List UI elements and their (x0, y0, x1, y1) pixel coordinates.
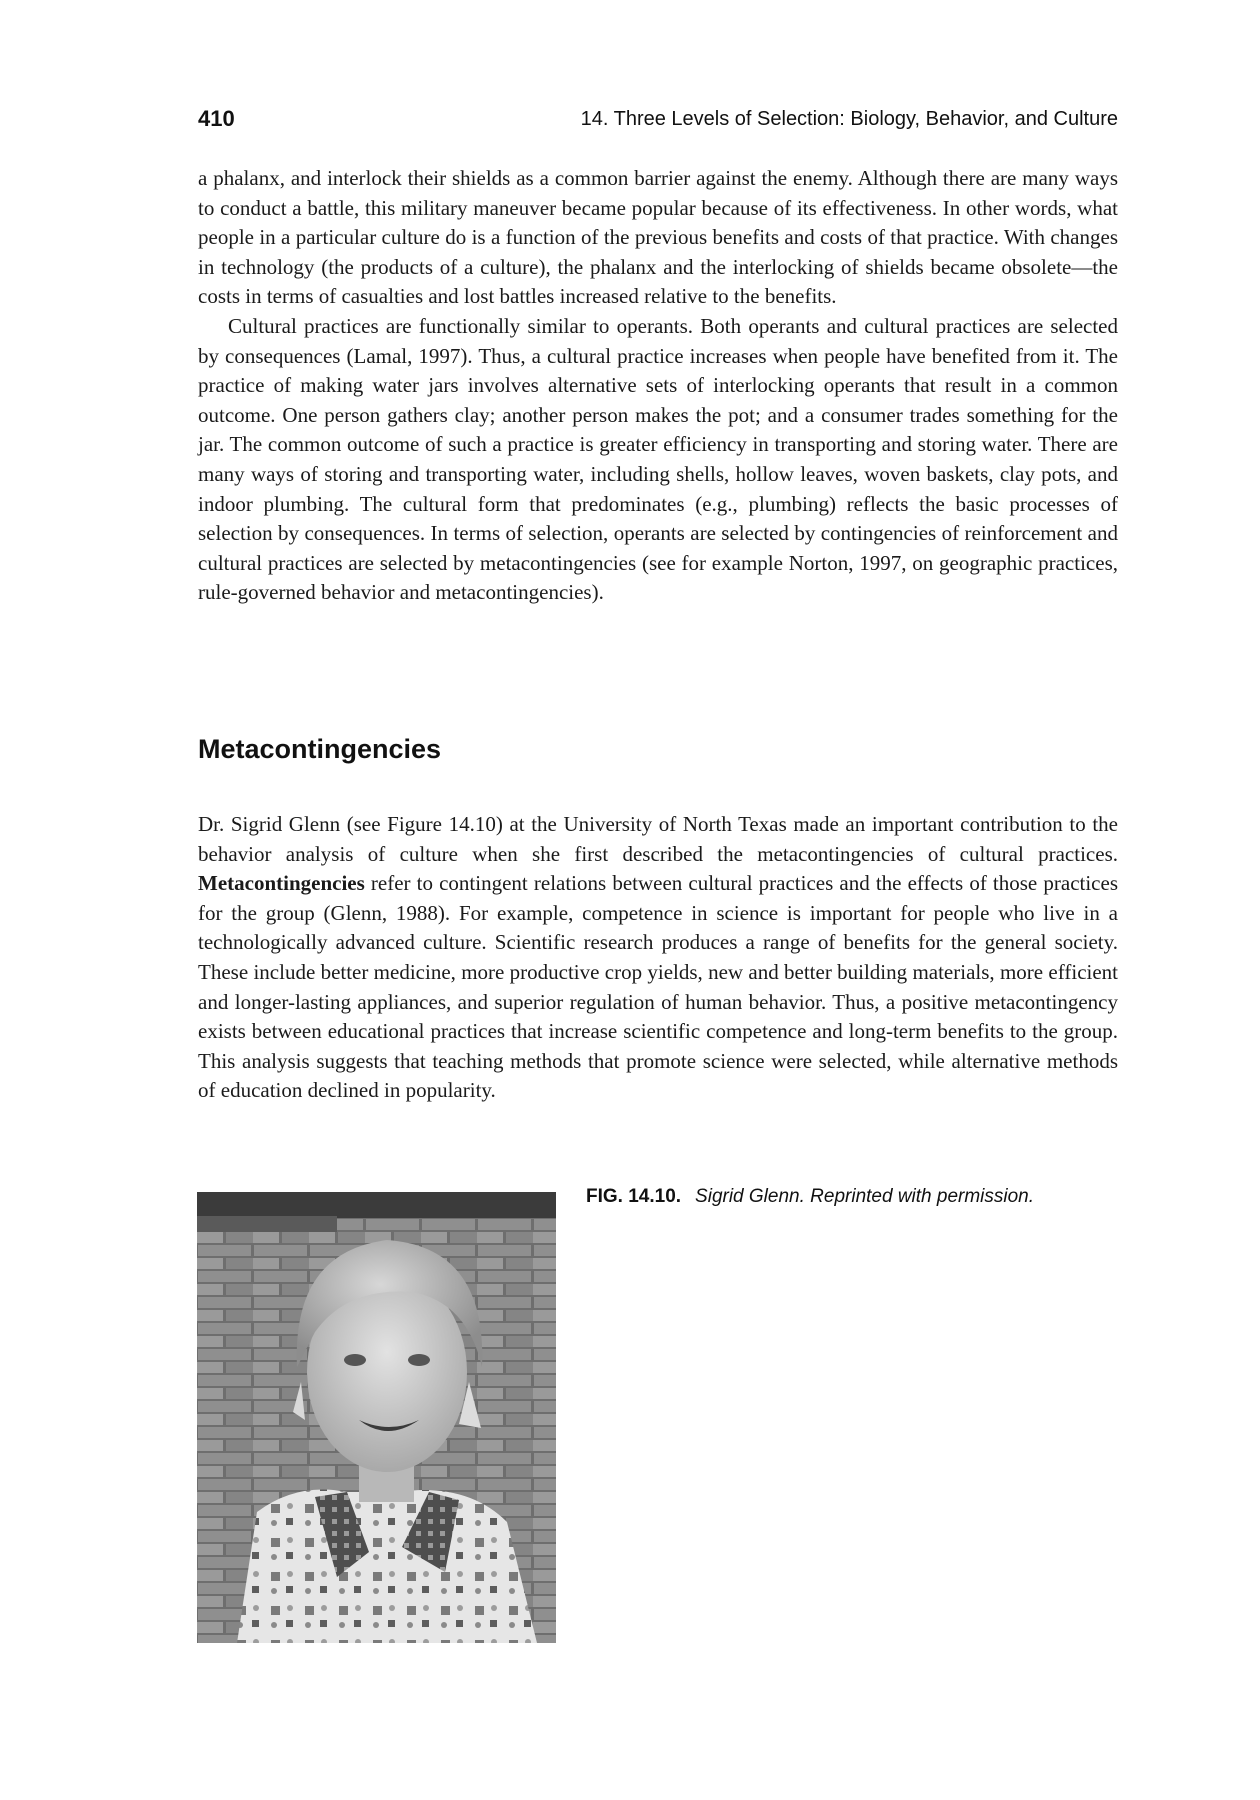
paragraph-metacontingencies (198, 810, 1118, 1106)
figure-photo-sigrid-glenn (197, 1192, 556, 1643)
paragraph-cultural-practices: Cultural practices are functionally similar to operants. Both operants and cultural practices are selected by consequences (Lamal, 1997). Thus, a cultural practice increases when people have benefited from it. The practice of making water jars involves alternative sets of interlocking operants that result in a common outcome. One person gathers clay; another person makes the pot; and a consumer trades something for the jar. The common outcome of such a practice is greater efficiency in transporting and storing water. There are many ways of storing and transporting water, including shells, hollow leaves, woven baskets, clay pots, and indoor plumbing. The cultural form that predominates (e.g., plumbing) reflects the basic processes of selection by consequences. In terms of selection, operants are selected by contingencies of reinforcement and cultural practices are selected by metacontingencies (see for example Norton, 1997, on geographic practices, rule-governed behavior and metacontingencies). (198, 313, 1118, 605)
paragraph-phalanx: a phalanx, and interlock their shields as a common barrier against the enemy. Although there are many ways to conduct a battle, this military maneuver became popular because of its effectiveness. In other words, what people in a particular culture do is a function of the previous benefits and costs of that practice. With changes in technology (the products of a culture), the phalanx and the interlocking of shields became obsolete—the costs in terms of casualties and lost battles increased relative to the benefits. (198, 166, 1118, 309)
body-text-top (198, 164, 1118, 608)
figure-caption-text: Sigrid Glenn. Reprinted with permission. (695, 1186, 1035, 1207)
page-number: 410 (198, 106, 235, 131)
paragraph-text-part1: Dr. Sigrid Glenn (see Figure 14.10) at the University of North Texas made an important contribution to the behavior analysis of culture when she first described the metacontingencies of cultural practices. (198, 812, 1118, 866)
section-heading: Metacontingencies (198, 734, 442, 764)
running-head: 14. Three Levels of Selection: Biology, Behavior, and Culture (580, 108, 1118, 130)
body-text-metacontingencies (198, 810, 1118, 1106)
figure-number: FIG. 14.10. (586, 1186, 682, 1207)
paragraph-text-part2: refer to contingent relations between cultural practices and the effects of those practices for the group (Glenn, 1988). For example, competence in science is important for people who live in a technologically advanced culture. Scientific research produces a range of benefits for the general society. These include better medicine, more productive crop yields, new and better building materials, more efficient and longer-lasting appliances, and superior regulation of human behavior. Thus, a positive metacontingency exists between educational practices that increase scientific competence and long-term benefits to the group. This analysis suggests that teaching methods that promote science were selected, while alternative methods of education declined in popularity. (198, 871, 1118, 1103)
bold-term-metacontingencies: Metacontingencies (198, 871, 365, 896)
figure-caption (586, 1186, 1034, 1208)
